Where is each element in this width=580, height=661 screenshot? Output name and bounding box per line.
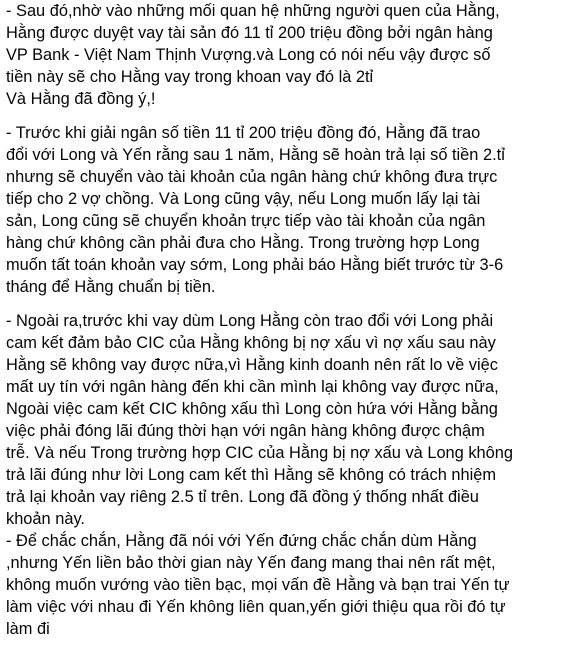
text-line: - Trước khi giải ngân số tiền 11 tỉ 200 triệu đồng đó, Hằng đã trao xyxy=(6,124,481,142)
text-line: Hằng được duyệt vay tài sản đó 11 tỉ 200 triệu đồng bởi ngân hàng xyxy=(6,24,493,42)
text-line: trễ. Và nếu Trong trường hợp CIC của Hằng bị nợ xấu và Long không xyxy=(6,444,514,462)
paragraph-gap xyxy=(6,298,580,310)
paragraph xyxy=(6,122,580,298)
text-line: - Ngoài ra,trước khi vay dùm Long Hằng còn trao đổi với Long phải xyxy=(6,312,494,330)
text-line: - Sau đó,nhờ vào những mối quan hệ những người quen của Hằng, xyxy=(6,2,500,20)
text-line: không muốn vướng vào tiền bạc, mọi vấn đề Hằng và bạn trai Yến tự xyxy=(6,576,510,594)
text-line: trả lại khoản vay riêng 2.5 tỉ trên. Long đã đồng ý thống nhất điều xyxy=(6,488,479,506)
text-line: khoản này. xyxy=(6,510,85,528)
text-line: Hằng sẽ không vay được nữa,vì Hằng kinh doanh nên rất lo về việc xyxy=(6,356,498,374)
text-line: Ngoài việc cam kết CIC không xấu thì Long còn hứa với Hằng bằng xyxy=(6,400,498,418)
text-line: tiếp cho 2 vợ chồng. Và Long cũng vậy, nếu Long muốn lấy lại tài xyxy=(6,190,481,208)
text-line: mất uy tín với ngân hàng đến khi cần mình lại không vay được nữa, xyxy=(6,378,499,396)
text-line: sản, Long cũng sẽ chuyển khoản trực tiếp vào tài khoản của ngân xyxy=(6,212,486,230)
paragraph xyxy=(6,310,580,640)
text-line: làm việc với nhau đi Yến không liên quan,yến giới thiệu qua rồi đó tự xyxy=(6,598,506,616)
text-line: muốn tất toán khoản vay sớm, Long phải báo Hằng biết trước từ 3-6 xyxy=(6,256,504,274)
text-line: hàng chứ không cần phải đưa cho Hằng. Trong trường hợp Long xyxy=(6,234,480,252)
paragraph-gap xyxy=(6,110,580,122)
text-line: ,nhưng Yến liền bảo thời gian này Yến đang mang thai nên rất mệt, xyxy=(6,554,496,572)
text-line: nhưng sẽ chuyển vào tài khoản của ngân hàng chứ không đưa trực xyxy=(6,168,498,186)
text-line: Và Hằng đã đồng ý,! xyxy=(6,90,156,108)
text-line: tháng để Hằng chuẩn bị tiền. xyxy=(6,278,216,296)
text-line: việc phải đóng lãi đúng thời hạn với ngân hàng không được chậm xyxy=(6,422,485,440)
text-line: tiền này sẽ cho Hằng vay trong khoan vay đó là 2tỉ xyxy=(6,68,374,86)
text-line: cam kết đảm bảo CIC của Hằng không bị nợ xấu vì nợ xấu sau này xyxy=(6,334,496,352)
text-line: trả lãi đúng như lời Long cam kết thì Hằng sẽ không có trách nhiệm xyxy=(6,466,497,484)
text-line: VP Bank - Việt Nam Thịnh Vượng.và Long có nói nếu vậy được số xyxy=(6,46,491,64)
paragraph xyxy=(6,0,580,110)
text-line: đổi với Long và Yến rằng sau 1 năm, Hằng sẽ hoàn trả lại số tiền 2.tỉ xyxy=(6,146,505,164)
text-line: - Để chắc chắn, Hằng đã nói với Yến đứng chắc chắn dùm Hằng xyxy=(6,532,477,550)
post-body xyxy=(6,0,580,640)
text-line: làm đi xyxy=(6,620,50,638)
